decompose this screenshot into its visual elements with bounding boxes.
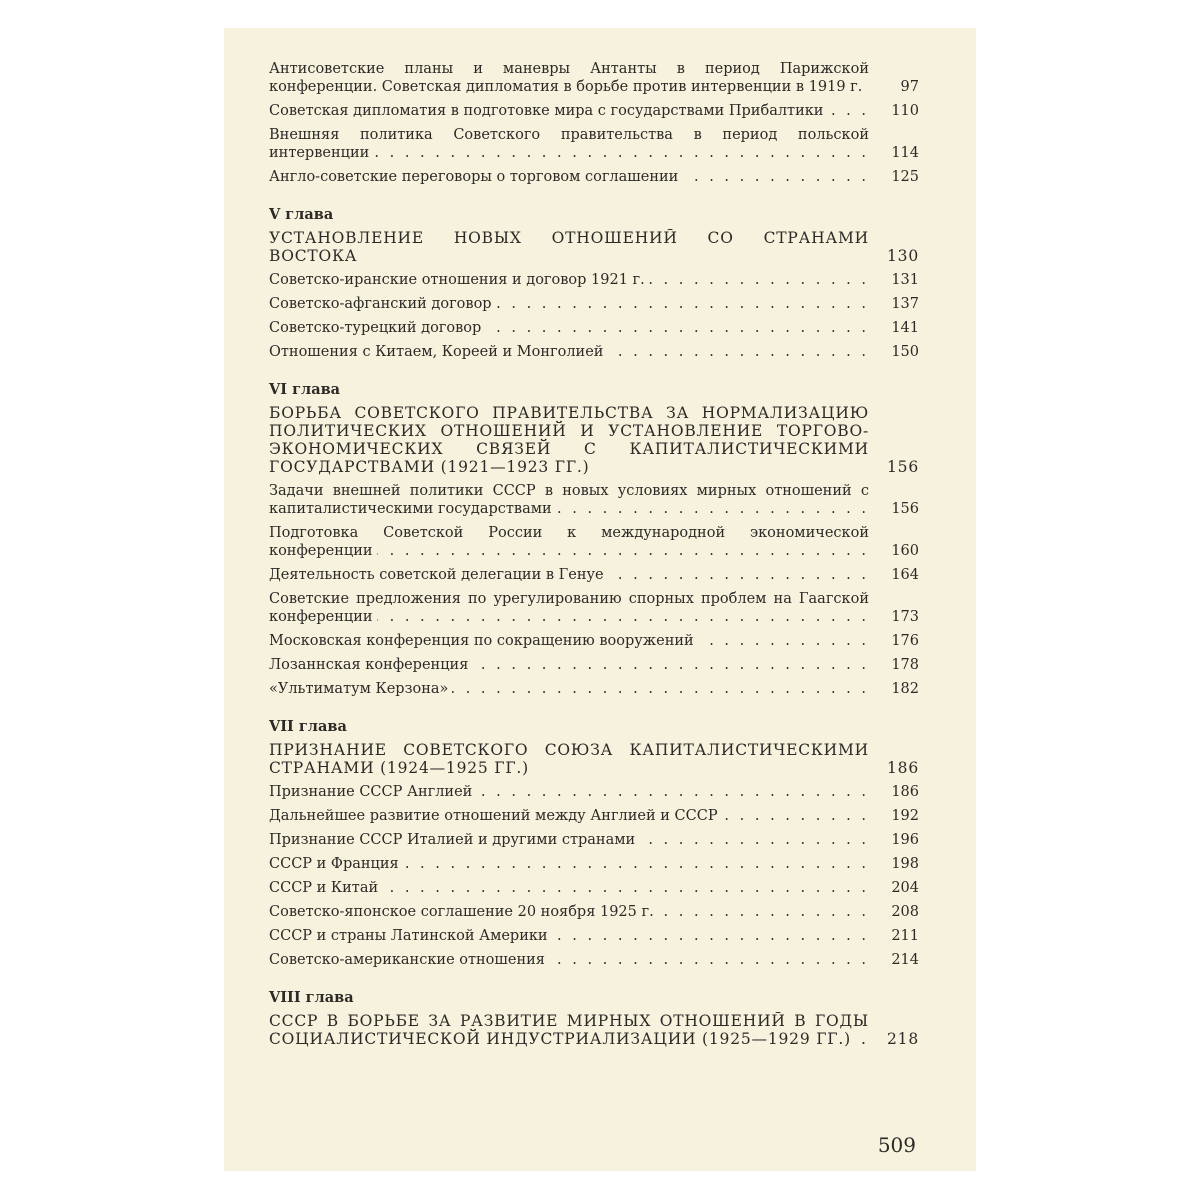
entry-title: Подготовка Советской России к международной экономической конференции <box>269 525 869 559</box>
toc-entry <box>269 879 919 897</box>
toc-entry <box>269 482 919 518</box>
chapter-label: VI глава <box>269 381 341 398</box>
entry-page: 214 <box>891 952 919 968</box>
chapter-label: VII глава <box>269 718 347 735</box>
entry-title: Дальнейшее развитие отношений между Англией и СССР <box>269 808 722 824</box>
chapter-label: V глава <box>269 206 334 223</box>
entry-page: 156 <box>887 458 919 476</box>
entry-title: «Ультиматум Керзона» <box>269 681 452 697</box>
entry-title: Лозаннская конференция <box>269 657 472 673</box>
toc-entry <box>269 680 919 698</box>
toc-entry <box>269 632 919 650</box>
toc-entry <box>269 590 919 626</box>
entry-title: Советско-афганский договор <box>269 296 496 312</box>
toc-entry <box>269 102 919 120</box>
entry-title: Задачи внешней политики СССР в новых условиях мирных отношений с капиталистическими государствами <box>269 483 869 517</box>
chapter-title: ПРИЗНАНИЕ СОВЕТСКОГО СОЮЗА КАПИТАЛИСТИЧЕСКИМИ СТРАНАМИ (1924—1925 ГГ.) <box>269 741 869 777</box>
table-of-contents <box>269 60 919 1054</box>
entry-page: 211 <box>891 928 919 944</box>
entry-title: Признание СССР Италией и другими странами <box>269 832 639 848</box>
entry-page: 164 <box>891 567 919 583</box>
entry-page: 182 <box>891 681 919 697</box>
toc-entry <box>269 295 919 313</box>
entry-page: 141 <box>891 320 919 336</box>
entry-title: Советская дипломатия в подготовке мира с государствами Прибалтики <box>269 103 827 119</box>
entry-page: 186 <box>891 784 919 800</box>
toc-entry <box>269 168 919 186</box>
entry-title: СССР и страны Латинской Америки <box>269 928 552 944</box>
entry-page: 204 <box>891 880 919 896</box>
toc-entry <box>269 903 919 921</box>
toc-entry <box>269 831 919 849</box>
entry-title: Внешняя политика Советского правительства в период польской интервенции <box>269 127 869 161</box>
entry-title: Советско-иранские отношения и договор 1921 г. <box>269 272 649 288</box>
entry-page: 110 <box>891 103 919 119</box>
toc-entry <box>269 343 919 361</box>
book-page <box>224 28 976 1171</box>
toc-entry <box>269 566 919 584</box>
entry-page: 208 <box>891 904 919 920</box>
entry-title: Антисоветские планы и маневры Антанты в период Парижской конференции. Советская дипломатия в борьбе против интервенции в 1919 г. <box>269 61 869 95</box>
toc-entry <box>269 855 919 873</box>
toc-entry <box>269 807 919 825</box>
entry-title: Московская конференция по сокращению вооружений <box>269 633 698 649</box>
toc-entry <box>269 319 919 337</box>
entry-page: 125 <box>891 169 919 185</box>
entry-title: Советско-американские отношения <box>269 952 549 968</box>
chapter-title-entry <box>269 741 919 777</box>
entry-title: Признание СССР Англией <box>269 784 476 800</box>
entry-page: 218 <box>887 1030 919 1048</box>
chapter-title-entry <box>269 404 919 476</box>
entry-page: 196 <box>891 832 919 848</box>
entry-page: 114 <box>891 145 919 161</box>
entry-page: 160 <box>891 543 919 559</box>
entry-title: Деятельность советской делегации в Генуе <box>269 567 608 583</box>
chapter-title-entry <box>269 1012 919 1048</box>
toc-entry <box>269 60 919 96</box>
page-number: 509 <box>877 1133 916 1157</box>
entry-page: 173 <box>891 609 919 625</box>
entry-page: 156 <box>891 501 919 517</box>
toc-entry <box>269 927 919 945</box>
toc-entry <box>269 656 919 674</box>
entry-title: Советско-японское соглашение 20 ноября 1925 г. <box>269 904 658 920</box>
entry-page: 176 <box>891 633 919 649</box>
entry-page: 97 <box>900 79 919 95</box>
entry-title: Советские предложения по урегулированию спорных проблем на Гаагской конференции <box>269 591 869 625</box>
chapter-title: СССР В БОРЬБЕ ЗА РАЗВИТИЕ МИРНЫХ ОТНОШЕНИЙ В ГОДЫ СОЦИАЛИСТИЧЕСКОЙ ИНДУСТРИАЛИЗАЦИИ (1925—1929 ГГ.) <box>269 1012 869 1048</box>
entry-title: СССР и Франция <box>269 856 403 872</box>
entry-page: 192 <box>891 808 919 824</box>
toc-entry <box>269 783 919 801</box>
chapter-title-entry <box>269 229 919 265</box>
entry-page: 186 <box>887 759 919 777</box>
chapter-title: БОРЬБА СОВЕТСКОГО ПРАВИТЕЛЬСТВА ЗА НОРМАЛИЗАЦИЮ ПОЛИТИЧЕСКИХ ОТНОШЕНИЙ И УСТАНОВЛЕНИЕ ТОРГОВО-ЭКОНОМИЧЕСКИХ СВЯЗЕЙ С КАПИТАЛИСТИЧЕСКИМИ ГОСУДАРСТВАМИ (1921—1923 ГГ.) <box>269 404 869 476</box>
toc-entry <box>269 524 919 560</box>
chapter-title: УСТАНОВЛЕНИЕ НОВЫХ ОТНОШЕНИЙ СО СТРАНАМИ ВОСТОКА <box>269 229 869 265</box>
entry-title: Англо-советские переговоры о торговом соглашении <box>269 169 682 185</box>
chapter-label: VIII глава <box>269 989 354 1006</box>
toc-entry <box>269 126 919 162</box>
entry-title: Советско-турецкий договор <box>269 320 485 336</box>
entry-title: Отношения с Китаем, Кореей и Монголией <box>269 344 607 360</box>
entry-page: 178 <box>891 657 919 673</box>
entry-page: 198 <box>891 856 919 872</box>
entry-page: 130 <box>887 247 919 265</box>
toc-entry <box>269 951 919 969</box>
entry-page: 137 <box>891 296 919 312</box>
entry-page: 131 <box>891 272 919 288</box>
entry-page: 150 <box>891 344 919 360</box>
entry-title: СССР и Китай <box>269 880 382 896</box>
toc-entry <box>269 271 919 289</box>
